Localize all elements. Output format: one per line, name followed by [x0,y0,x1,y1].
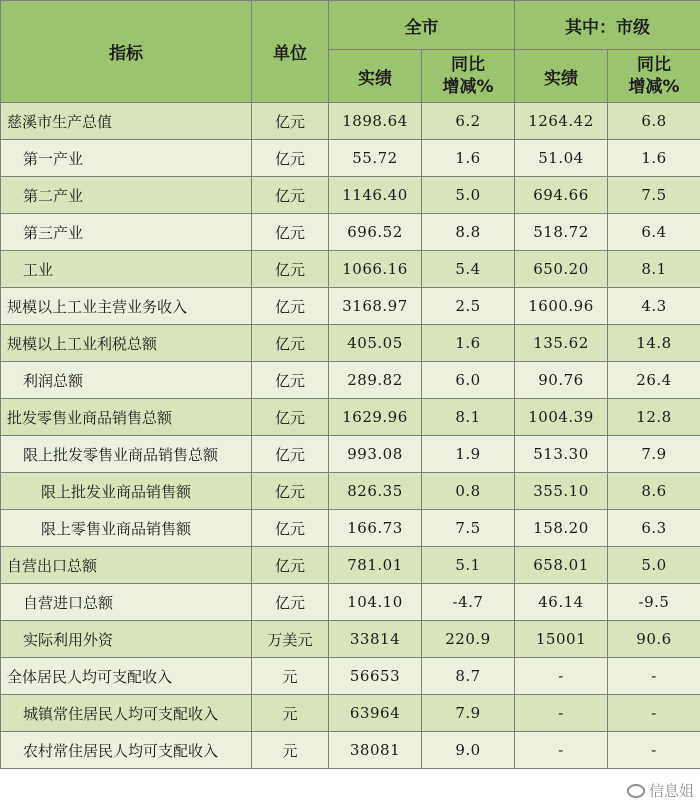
table-row [1,325,700,362]
header-city-total: 全市 [329,1,515,50]
city-yoy-cell: -4.7 [422,584,515,621]
city-actual-cell: 696.52 [329,214,422,251]
city-actual-cell: 63964 [329,695,422,732]
header-level-yoy: 同比 增减% [608,50,700,103]
unit-cell: 亿元 [252,103,329,140]
unit-cell: 亿元 [252,325,329,362]
indicator-name: 自营进口总额 [1,584,252,621]
indicator-name: 规模以上工业利税总额 [1,325,252,362]
watermark [627,780,694,801]
table-row [1,399,700,436]
level-yoy-cell: - [608,695,700,732]
level-yoy-cell: 6.4 [608,214,700,251]
city-actual-cell: 1898.64 [329,103,422,140]
indicator-name: 全体居民人均可支配收入 [1,658,252,695]
city-actual-cell: 104.10 [329,584,422,621]
level-actual-cell: 650.20 [515,251,608,288]
level-actual-cell: 135.62 [515,325,608,362]
wechat-icon [627,784,645,798]
city-yoy-cell: 6.2 [422,103,515,140]
level-actual-cell: 355.10 [515,473,608,510]
city-actual-cell: 166.73 [329,510,422,547]
level-actual-cell: 1264.42 [515,103,608,140]
header-indicator: 指标 [1,1,252,103]
level-yoy-cell: 5.0 [608,547,700,584]
city-actual-cell: 405.05 [329,325,422,362]
city-yoy-cell: 5.1 [422,547,515,584]
unit-cell: 亿元 [252,399,329,436]
indicator-name: 城镇常住居民人均可支配收入 [1,695,252,732]
city-actual-cell: 781.01 [329,547,422,584]
table-row [1,658,700,695]
unit-cell: 亿元 [252,510,329,547]
city-actual-cell: 3168.97 [329,288,422,325]
indicator-name: 农村常住居民人均可支配收入 [1,732,252,769]
table-row [1,288,700,325]
city-yoy-cell: 8.7 [422,658,515,695]
city-yoy-cell: 7.9 [422,695,515,732]
indicator-name: 第一产业 [1,140,252,177]
level-yoy-cell: -9.5 [608,584,700,621]
indicator-name: 自营出口总额 [1,547,252,584]
level-actual-cell: 1004.39 [515,399,608,436]
header-level-actual: 实绩 [515,50,608,103]
level-actual-cell: 158.20 [515,510,608,547]
city-actual-cell: 1146.40 [329,177,422,214]
indicator-name: 第二产业 [1,177,252,214]
level-actual-cell: 46.14 [515,584,608,621]
city-actual-cell: 55.72 [329,140,422,177]
level-yoy-cell: - [608,658,700,695]
table-row [1,140,700,177]
table-row [1,103,700,140]
unit-cell: 亿元 [252,436,329,473]
indicator-name: 规模以上工业主营业务收入 [1,288,252,325]
indicator-name: 利润总额 [1,362,252,399]
city-yoy-cell: 2.5 [422,288,515,325]
city-actual-cell: 1066.16 [329,251,422,288]
indicator-name: 限上批发零售业商品销售总额 [1,436,252,473]
table-row [1,473,700,510]
unit-cell: 亿元 [252,214,329,251]
indicator-name: 实际利用外资 [1,621,252,658]
city-actual-cell: 1629.96 [329,399,422,436]
unit-cell: 元 [252,695,329,732]
level-yoy-cell: 7.9 [608,436,700,473]
unit-cell: 亿元 [252,473,329,510]
level-yoy-cell: 26.4 [608,362,700,399]
city-yoy-cell: 8.8 [422,214,515,251]
level-actual-cell: 658.01 [515,547,608,584]
unit-cell: 亿元 [252,547,329,584]
level-actual-cell: 518.72 [515,214,608,251]
city-actual-cell: 993.08 [329,436,422,473]
level-actual-cell: - [515,658,608,695]
indicator-name: 批发零售业商品销售总额 [1,399,252,436]
unit-cell: 万美元 [252,621,329,658]
level-yoy-cell: 4.3 [608,288,700,325]
city-yoy-cell: 5.4 [422,251,515,288]
table-row [1,695,700,732]
unit-cell: 元 [252,732,329,769]
table-row [1,251,700,288]
header-city-actual: 实绩 [329,50,422,103]
unit-cell: 亿元 [252,362,329,399]
indicator-name: 限上批发业商品销售额 [1,473,252,510]
unit-cell: 亿元 [252,288,329,325]
city-actual-cell: 289.82 [329,362,422,399]
table-row [1,584,700,621]
level-yoy-cell: 7.5 [608,177,700,214]
watermark-text: 信息姐 [648,782,694,800]
city-yoy-cell: 220.9 [422,621,515,658]
city-yoy-cell: 1.6 [422,140,515,177]
level-actual-cell: 51.04 [515,140,608,177]
city-yoy-cell: 5.0 [422,177,515,214]
level-yoy-cell: 14.8 [608,325,700,362]
level-yoy-cell: 1.6 [608,140,700,177]
city-yoy-cell: 0.8 [422,473,515,510]
unit-cell: 亿元 [252,251,329,288]
indicator-name: 慈溪市生产总值 [1,103,252,140]
unit-cell: 亿元 [252,584,329,621]
city-yoy-cell: 1.9 [422,436,515,473]
table-row [1,362,700,399]
city-actual-cell: 56653 [329,658,422,695]
level-actual-cell: 694.66 [515,177,608,214]
table-row [1,436,700,473]
city-actual-cell: 38081 [329,732,422,769]
indicator-name: 工业 [1,251,252,288]
unit-cell: 亿元 [252,177,329,214]
city-yoy-cell: 6.0 [422,362,515,399]
level-yoy-cell: 6.8 [608,103,700,140]
city-actual-cell: 826.35 [329,473,422,510]
level-actual-cell: - [515,732,608,769]
level-yoy-cell: - [608,732,700,769]
level-yoy-cell: 12.8 [608,399,700,436]
level-actual-cell: - [515,695,608,732]
city-yoy-cell: 9.0 [422,732,515,769]
unit-cell: 元 [252,658,329,695]
level-actual-cell: 15001 [515,621,608,658]
level-yoy-cell: 6.3 [608,510,700,547]
table-row [1,621,700,658]
level-yoy-cell: 8.6 [608,473,700,510]
table-row [1,177,700,214]
unit-cell: 亿元 [252,140,329,177]
table-row [1,547,700,584]
level-actual-cell: 513.30 [515,436,608,473]
city-yoy-cell: 8.1 [422,399,515,436]
header-city-level: 其中：市级 [515,1,700,50]
indicator-name: 第三产业 [1,214,252,251]
table-row [1,214,700,251]
city-actual-cell: 33814 [329,621,422,658]
level-actual-cell: 1600.96 [515,288,608,325]
table-row [1,732,700,769]
indicator-name: 限上零售业商品销售额 [1,510,252,547]
city-yoy-cell: 1.6 [422,325,515,362]
header-unit: 单位 [252,1,329,103]
city-yoy-cell: 7.5 [422,510,515,547]
level-yoy-cell: 8.1 [608,251,700,288]
header-city-yoy: 同比 增减% [422,50,515,103]
level-actual-cell: 90.76 [515,362,608,399]
level-yoy-cell: 90.6 [608,621,700,658]
table-row [1,510,700,547]
